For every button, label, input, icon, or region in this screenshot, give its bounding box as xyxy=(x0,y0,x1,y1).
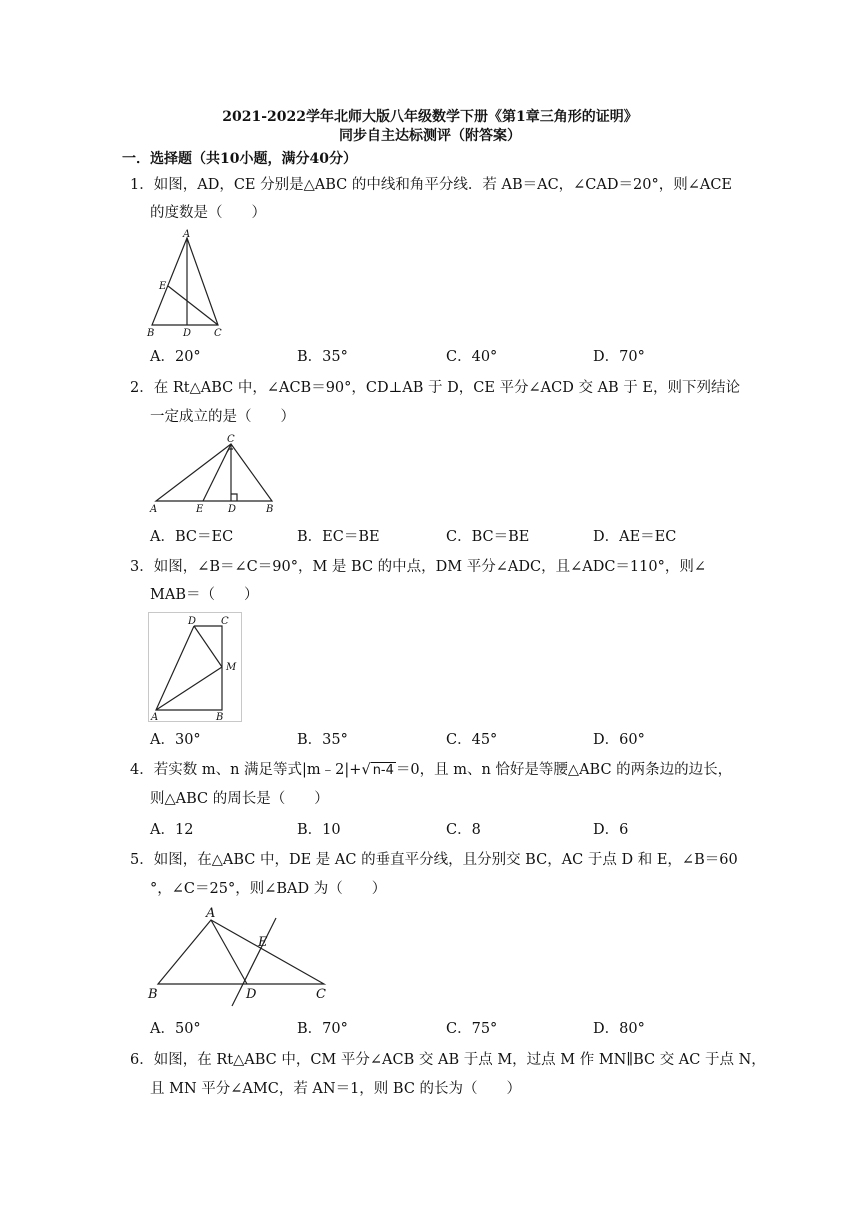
question-2-option-a: A．BC＝EC xyxy=(150,529,234,545)
question-4-line-2: 则△ABC 的周长是（ ） xyxy=(150,791,329,807)
question-1-line-2: 的度数是（ ） xyxy=(150,205,266,221)
question-3-line-1: 3．如图，∠B＝∠C＝90°，M 是 BC 的中点，DM 平分∠ADC，且∠ADC＝110°，则∠ xyxy=(130,559,707,575)
label-E: E xyxy=(159,281,167,292)
label-D: D xyxy=(183,328,192,339)
label-A: A xyxy=(183,229,191,240)
document-title-line-1: 2021-2022学年北师大版八年级数学下册《第1章三角形的证明》 xyxy=(222,109,638,125)
question-3-option-d: D．60° xyxy=(593,732,645,748)
label-B: B xyxy=(216,712,224,722)
question-5-option-c: C．75° xyxy=(446,1021,498,1037)
question-3-option-a: A．30° xyxy=(150,732,201,748)
question-2-line-1: 2．在 Rt△ABC 中，∠ACB＝90°，CD⊥AB 于 D，CE 平分∠ACD 交 AB 于 E，则下列结论 xyxy=(130,380,741,396)
sqrt-radicand: n-4 xyxy=(372,763,394,778)
label-B: B xyxy=(266,504,274,515)
question-5-option-b: B．70° xyxy=(297,1021,348,1037)
question-2-line-2: 一定成立的是（ ） xyxy=(150,409,295,425)
question-1-option-c: C．40° xyxy=(446,349,498,365)
question-1-line-1: 1．如图，AD，CE 分别是△ABC 的中线和角平分线．若 AB＝AC，∠CAD＝20°，则∠ACE xyxy=(130,177,733,193)
question-2-option-c: C．BC＝BE xyxy=(446,529,530,545)
question-1-figure xyxy=(144,228,234,340)
question-4-text-before: 4．若实数 m、n 满足等式|m﹣2|+ xyxy=(130,762,362,778)
question-5-line-1: 5．如图，在△ABC 中，DE 是 AC 的垂直平分线，且分别交 BC，AC 于点 D 和 E，∠B＝60 xyxy=(130,852,738,868)
label-A: A xyxy=(150,504,158,515)
question-4-option-a: A．12 xyxy=(150,822,194,838)
question-3-line-2: MAB＝（ ） xyxy=(150,587,259,603)
question-3-option-c: C．45° xyxy=(446,732,498,748)
question-4-option-c: C．8 xyxy=(446,822,481,838)
label-B: B xyxy=(148,987,158,1002)
question-6-line-2: 且 MN 平分∠AMC，若 AN＝1，则 BC 的长为（ ） xyxy=(150,1081,522,1097)
label-D: D xyxy=(246,987,257,1002)
sqrt-icon: √ xyxy=(361,762,371,778)
question-2-option-b: B．EC＝BE xyxy=(297,529,380,545)
label-E: E xyxy=(258,935,268,950)
label-M: M xyxy=(226,662,237,673)
label-C: C xyxy=(316,987,326,1002)
question-5-figure xyxy=(144,900,344,1008)
label-A: A xyxy=(151,712,159,722)
question-4-option-d: D．6 xyxy=(593,822,629,838)
question-3-option-b: B．35° xyxy=(297,732,348,748)
label-D: D xyxy=(228,504,237,515)
label-B: B xyxy=(147,328,155,339)
question-3-figure xyxy=(148,612,242,722)
question-2-option-d: D．AE＝EC xyxy=(593,529,677,545)
label-C: C xyxy=(221,616,229,627)
question-5-option-a: A．50° xyxy=(150,1021,201,1037)
question-5-option-d: D．80° xyxy=(593,1021,645,1037)
label-C: C xyxy=(227,434,235,445)
question-1-option-d: D．70° xyxy=(593,349,645,365)
question-1-option-a: A．20° xyxy=(150,349,201,365)
label-D: D xyxy=(188,616,197,627)
question-4-line-1 xyxy=(130,760,732,780)
question-1-option-b: B．35° xyxy=(297,349,348,365)
question-6-line-1: 6．如图，在 Rt△ABC 中，CM 平分∠ACB 交 AB 于点 M，过点 M 作 MN∥BC 交 AC 于点 N， xyxy=(130,1052,766,1068)
document-title-line-2: 同步自主达标测评（附答案） xyxy=(339,128,521,144)
label-C: C xyxy=(214,328,222,339)
section-heading: 一．选择题（共10小题，满分40分） xyxy=(122,151,357,167)
question-2-figure xyxy=(144,430,284,520)
question-4-option-b: B．10 xyxy=(297,822,341,838)
label-E: E xyxy=(196,504,204,515)
label-A: A xyxy=(206,906,216,921)
question-4-text-after: ＝0，且 m、n 恰好是等腰△ABC 的两条边的边长， xyxy=(395,762,733,778)
question-5-line-2: °，∠C＝25°，则∠BAD 为（ ） xyxy=(150,881,387,897)
